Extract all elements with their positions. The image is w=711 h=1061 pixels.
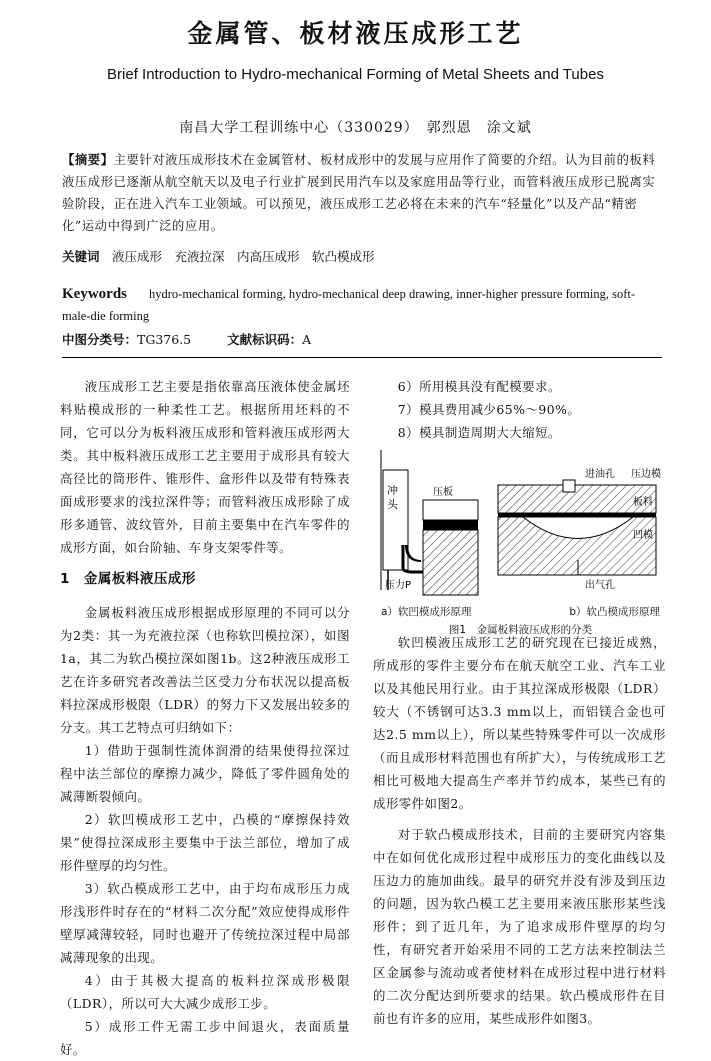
clc-value: TG376.5: [137, 332, 192, 347]
doc-code-label: 文献标识码：: [227, 332, 303, 347]
figure-subcaption-a: a）软凹模成形原理: [381, 606, 472, 618]
list-item: 2）软凹模成形工艺中，凸模的“摩擦保持效果”使得拉深成形主要集中于法兰部位，增加了成形件壁厚的均匀性。: [60, 812, 350, 873]
section-heading: 1 金属板料液压成形: [60, 571, 196, 587]
english-title: Brief Introduction to Hydro-mechanical Forming of Metal Sheets and Tubes: [107, 66, 604, 83]
right-column: [373, 631, 666, 1030]
punch-label-1: 冲: [387, 484, 398, 497]
list-item: 6）所用模具没有配模要求。: [397, 379, 561, 394]
list-item: 3）软凸模成形工艺中，由于均布成形压力成形浅形件时存在的“材料二次分配”效应使得成形件壁厚减薄较轻，同时也避开了传统拉深过程中局部减薄现象的出现。: [60, 881, 350, 965]
intro-paragraph: 液压成形工艺主要是指依靠高压液体使金属坯料贴模成形的一种柔性工艺。根据所用坯料的不同，它可以分为板料液压成形和管料液压成形两大类。其中板料液压成形工艺主要用于成形具有较大高径比的筒形件、锥形件、盒形件以及带有特殊表面成形要求的浅拉深件等；而管料液压成形除了成形多通管、波纹管外，目前主要集中在汽车零件的成形方面，如台阶轴、车身支架零件等。: [60, 379, 350, 555]
sheet-label: 板料: [633, 497, 653, 508]
die-label: 凹模: [633, 530, 653, 541]
list-item: 4）由于其极大提高的板料拉深成形极限（LDR），所以可大大减少成形工步。: [60, 973, 350, 1011]
header-divider: [62, 357, 662, 358]
figure-1-drawing: [373, 450, 668, 600]
keywords-label: 关键词: [62, 249, 100, 264]
paragraph: 金属板料液压成形根据成形原理的不同可以分为2类：其一为充液拉深（也称软凹模拉深），如图1a，其二为软凸模拉深如图1b。这2种液压成形工艺在许多研究者改善法兰区受力分布状况以提高板料拉深成形极限（LDR）的努力下又发展出较多的分支。其工艺特点可归纳如下：: [60, 605, 350, 735]
paragraph: 对于软凸模成形技术，目前的主要研究内容集中在如何优化成形过程中成形压力的变化曲线以及压边力的施加曲线。最早的研究并没有涉及到压边的问题，因为软凸模工艺主要用来液压胀形某些浅形件；到了近几年，为了追求成形件壁厚的均匀性，有研究者开始采用不同的工艺方法来控制法兰区金属参与流动或者使材料在成形过程中进行材料的二次分配达到所要求的结果。软凸模成形件在目前也有许多的应用，某些成形件如图3。: [373, 827, 666, 1026]
punch-label-2: 头: [387, 498, 398, 511]
abstract-text: 主要针对液压成形技术在金属管材、板材成形中的发展与应用作了简要的介绍。认为目前的板料液压成形已逐渐从航空航天以及电子行业扩展到民用汽车以及家庭用品等行业，而管料液压成形已脱离实验阶段，正在进入汽车工业领域。可以预见，液压成形工艺必将在未来的汽车“轻量化”以及产品“精密化”运动中得到广泛的应用。: [62, 153, 656, 233]
holder-label: 压边模: [631, 469, 661, 480]
pressure-label: 压力P: [385, 580, 412, 591]
outlet-label: 出气孔: [585, 580, 615, 591]
list-item: 5）成形工件无需工步中间退火，表面质量好。: [60, 1019, 350, 1057]
inlet-label: 进油孔: [585, 469, 615, 480]
keywords-text: 液压成形 充液拉深 内高压成形 软凸模成形: [112, 249, 375, 264]
figure-caption: 图1 金属板料液压成形的分类: [448, 624, 593, 636]
clc-label: 中图分类号：: [62, 332, 138, 347]
figure-subcaption-b: b）软凸模成形原理: [569, 606, 660, 618]
right-list: [373, 375, 666, 444]
abstract: [62, 149, 660, 237]
diagram-a: [381, 450, 478, 595]
authors: 南昌大学工程训练中心（330029） 郭烈恩 涂文斌: [179, 120, 532, 136]
list-item: 1）借助于强制性流体润滑的结果使得拉深过程中法兰部位的摩擦力减少，降低了零件圆角处的减薄断裂倾向。: [60, 743, 350, 804]
diagram-b: [498, 467, 661, 591]
classification: [62, 330, 311, 348]
list-item: 8）模具制造周期大大缩短。: [397, 425, 561, 440]
english-keywords-label: Keywords: [62, 286, 127, 302]
english-keywords-text: hydro-mechanical forming, hydro-mechanical deep drawing, inner-higher pressure forming, soft-male-die forming: [62, 287, 636, 323]
list-item: 7）模具费用减少65%～90%。: [397, 402, 581, 417]
abstract-label: 【摘要】: [62, 153, 114, 167]
left-column: [60, 375, 350, 1061]
doc-code-value: A: [302, 332, 312, 347]
blankholder-label: 压板: [433, 487, 453, 498]
paper-title: 金属管、板材液压成形工艺: [187, 19, 524, 48]
english-keywords: [62, 283, 660, 327]
figure-1: [373, 450, 668, 636]
paragraph: 软凹模液压成形工艺的研究现在已接近成熟，所成形的零件主要分布在航天航空工业、汽车工业以及其他民用行业。由于其拉深成形极限（LDR）较大（不锈钢可达3.3 mm以上，而铝镁合金也可达2.5 mm以上），所以某些特殊零件可以一次成形（而且成形材料范围也有所扩大），与传统成形工艺相比可极地大提高生产率并节约成本，某些已有的成形零件如图2。: [373, 635, 666, 811]
keywords: [62, 247, 375, 265]
